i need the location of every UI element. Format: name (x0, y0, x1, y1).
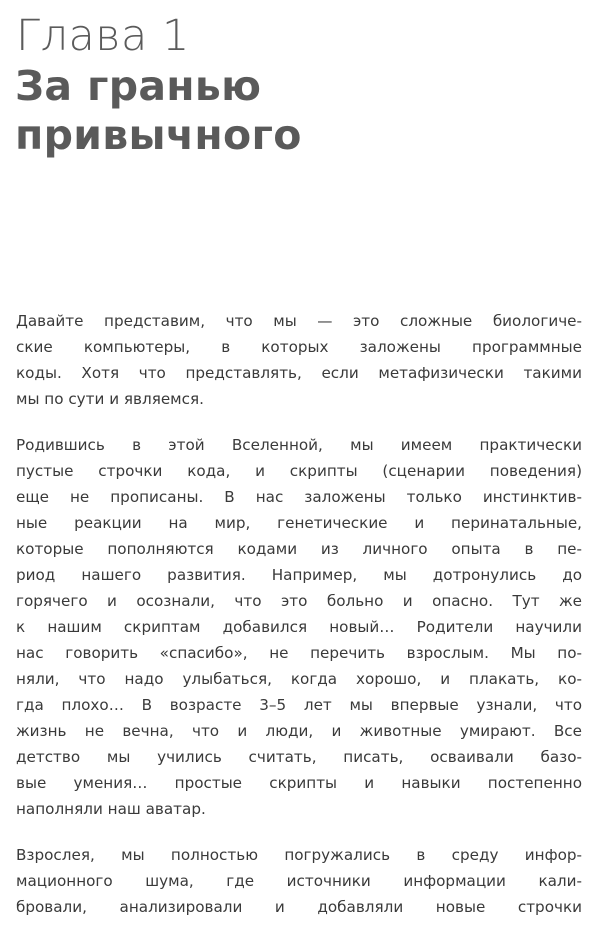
chapter-title (15, 62, 302, 160)
text-line: к нашим скриптам добавился новый… Родители научили (16, 618, 582, 636)
text-line: гда плохо… В возрасте 3–5 лет мы впервые узнали, что (16, 696, 582, 714)
text-line: горячего и осознали, что это больно и опасно. Тут же (16, 592, 582, 610)
text-line: жизнь не вечна, что и люди, и животные умирают. Все (16, 722, 582, 740)
text-line: бровали, анализировали и добавляли новые строчки (16, 898, 582, 916)
text-line: коды. Хотя что представлять, если метафизически такими (16, 364, 582, 382)
text-line: Давайте представим, что мы — это сложные биологиче- (16, 312, 582, 330)
text-line: вые умения… простые скрипты и навыки постепенно (16, 774, 582, 792)
paragraph (16, 432, 582, 822)
text-line: ные реакции на мир, генетические и перинатальные, (16, 514, 582, 532)
text-line: которые пополняются кодами из личного опыта в пе- (16, 540, 582, 558)
text-line: мационного шума, где источники информации кали- (16, 872, 582, 890)
text-line: мы по сути и являемся. (16, 390, 204, 408)
paragraph (16, 842, 582, 920)
text-line: Взрослея, мы полностью погружались в среду инфор- (16, 846, 582, 864)
chapter-title-line: привычного (15, 111, 302, 159)
text-line: риод нашего развития. Например, мы дотронулись до (16, 566, 582, 584)
paragraph (16, 308, 582, 412)
chapter-label: Глава 1 (16, 11, 190, 61)
chapter-title-line: За гранью (15, 62, 262, 110)
text-line: няли, что надо улыбаться, когда хорошо, и плакать, ко- (16, 670, 582, 688)
text-line: еще не прописаны. В нас заложены только инстинктив- (16, 488, 582, 506)
text-line: Родившись в этой Вселенной, мы имеем практически (16, 436, 582, 454)
text-line: ские компьютеры, в которых заложены программные (16, 338, 582, 356)
text-line: пустые строчки кода, и скрипты (сценарии поведения) (16, 462, 582, 480)
text-line: наполняли наш аватар. (16, 800, 206, 818)
text-line: детство мы учились считать, писать, осваивали базо- (16, 748, 582, 766)
text-line: нас говорить «спасибо», не перечить взрослым. Мы по- (16, 644, 582, 662)
body-text (16, 308, 582, 940)
